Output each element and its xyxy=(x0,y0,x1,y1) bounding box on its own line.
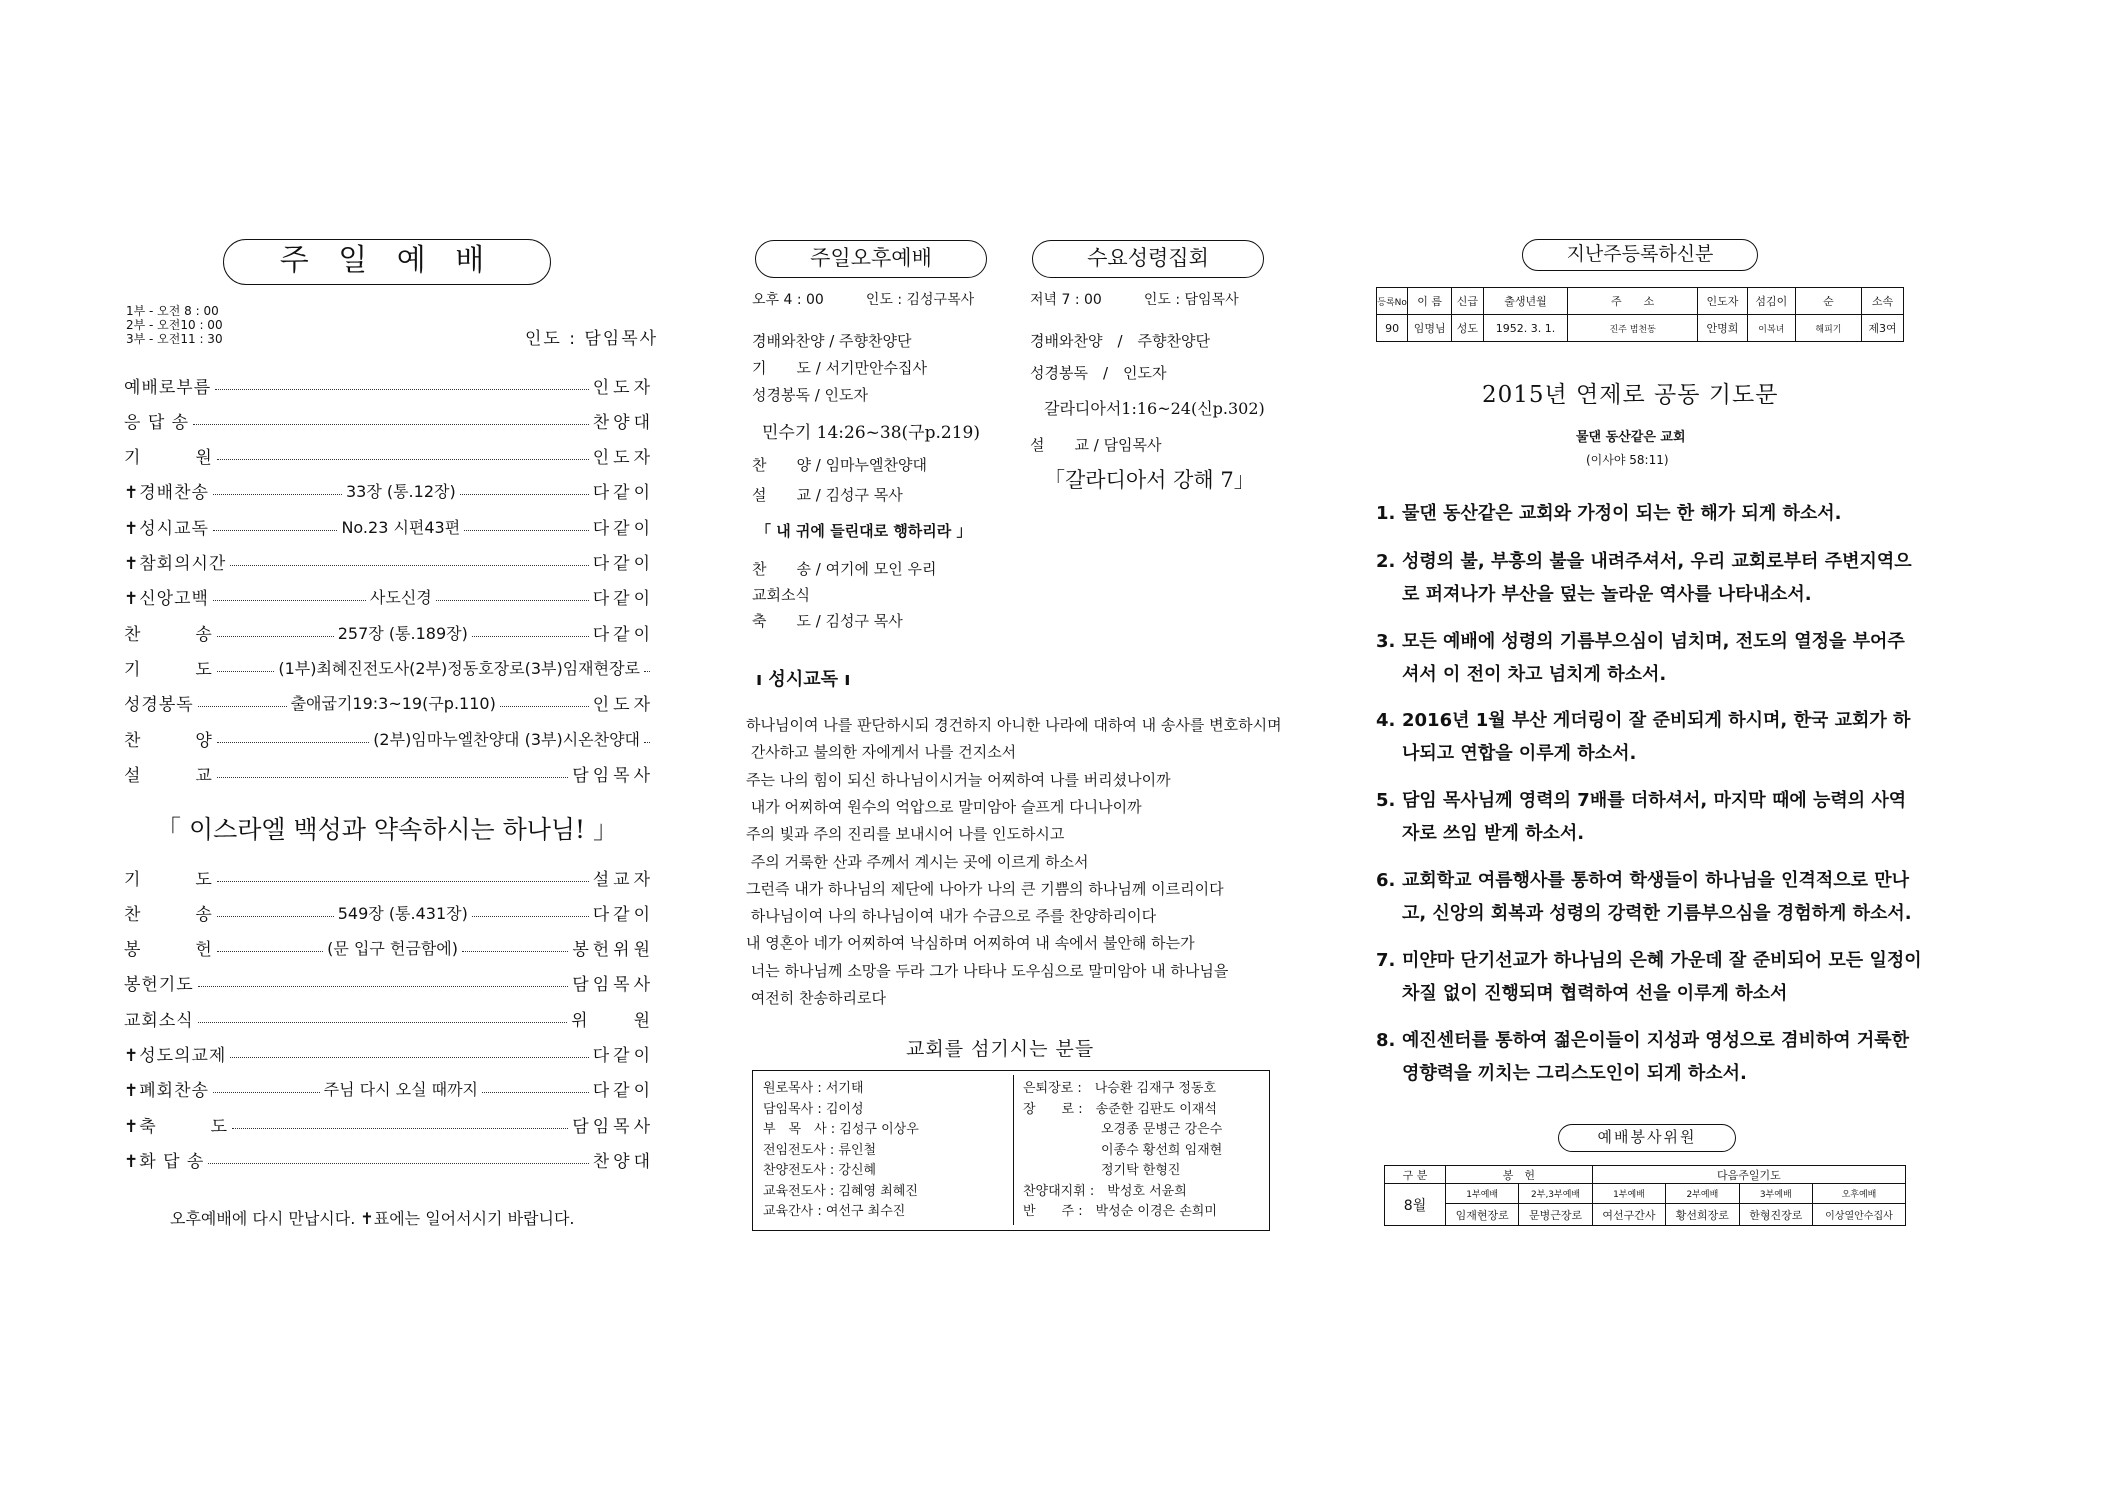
service-leader: 인도 : 담임목사 xyxy=(525,329,659,349)
order-item-leader: 봉헌위원 xyxy=(572,940,655,961)
subheader-cell: 3부예배 xyxy=(1739,1184,1812,1204)
order-item-leader: 다같이 xyxy=(592,1046,654,1066)
staff-divider xyxy=(1013,1075,1014,1225)
leader-dots xyxy=(230,565,588,566)
cell: 제3여 xyxy=(1862,315,1904,342)
order-item-leader: 설교자 xyxy=(592,869,654,890)
order-item-name: 예배로부름 xyxy=(124,377,212,398)
order-item xyxy=(124,899,654,925)
order-item-leader: 다같이 xyxy=(592,589,655,610)
staff-title: 교회를 섬기시는 분들 xyxy=(906,1038,1095,1060)
afternoon-item: 성경봉독 / 인도자 xyxy=(752,386,869,404)
afternoon-scripture: 민수기 14:26~38(구p.219) xyxy=(762,423,980,443)
staff-entry: 담임목사 : 김이성 xyxy=(763,1101,864,1117)
header-cell: 다음주일기도 xyxy=(1592,1166,1905,1184)
psalm-line: 주는 나의 힘이 되신 하나님이시거늘 어찌하여 나를 버리셨나이까 xyxy=(746,770,1171,789)
order-item-leader: 담임목사 xyxy=(572,1116,654,1137)
service-volunteers-table xyxy=(1384,1165,1906,1226)
order-item-name: 찬 송 xyxy=(124,904,213,925)
order-item-name: ✝성시교독 xyxy=(124,518,209,539)
leader-dots xyxy=(213,600,366,601)
service-time-2: 2부 - 오전10 : 00 xyxy=(126,318,223,332)
leader-dots xyxy=(193,424,589,425)
order-item-name: 기 도 xyxy=(124,869,213,890)
prayer-text: 미얀마 단기선교가 하나님의 은혜 가운데 잘 준비되어 모든 일정이 차질 없이 진행되며 협력하여 선을 이루게 하소서 xyxy=(1402,950,1922,1004)
service-volunteers-title: 예배봉사위원 xyxy=(1558,1124,1736,1152)
leader-dots xyxy=(436,600,589,601)
leader-dots xyxy=(198,1022,567,1023)
leader-dots xyxy=(217,881,589,882)
order-item xyxy=(124,1005,654,1031)
order-item-leader: 다같이 xyxy=(592,904,654,925)
order-item-leader: 담임목사 xyxy=(572,765,654,786)
header-cell: 구 분 xyxy=(1385,1166,1446,1184)
wednesday-service-title: 수요성령집회 xyxy=(1032,240,1264,278)
cell: 임명님 xyxy=(1408,315,1452,342)
cell: 한형진장로 xyxy=(1739,1204,1812,1226)
order-item-name: 교회소식 xyxy=(124,1010,194,1031)
wednesday-item: 경배와찬양 / 주향찬양단 xyxy=(1030,332,1210,350)
prayer-number: 1. xyxy=(1376,503,1396,524)
prayer-text: 모든 예배에 성령의 기름부으심이 넘치며, 전도의 열정을 부어주셔서 이 전이 차고 넘치게 하소서. xyxy=(1402,631,1905,685)
leader-dots xyxy=(472,636,589,637)
prayer-number: 4. xyxy=(1376,710,1396,731)
order-item xyxy=(124,1041,654,1067)
cell: 진주 범천동 xyxy=(1568,315,1698,342)
order-item-leader: 인도자 xyxy=(592,377,654,398)
cell: 성도 xyxy=(1452,315,1484,342)
leader-dots xyxy=(232,1128,568,1129)
leader-dots xyxy=(213,1092,320,1093)
prayer-number: 6. xyxy=(1376,870,1396,891)
afternoon-item: 교회소식 xyxy=(752,586,810,604)
prayer-number: 2. xyxy=(1376,551,1396,572)
order-item xyxy=(124,760,654,786)
serve-row xyxy=(1385,1204,1906,1226)
order-item xyxy=(124,443,654,469)
prayer-subtitle: 물댄 동산같은 교회 xyxy=(1576,430,1686,445)
order-item-leader: 인도자 xyxy=(592,448,654,469)
leader-dots xyxy=(464,530,589,531)
staff-entry: 장 로 : 송준한 김판도 이재석 xyxy=(1023,1101,1217,1117)
cell: 황선희장로 xyxy=(1666,1204,1739,1226)
prayer-item xyxy=(1376,1024,1922,1090)
order-of-worship-part2 xyxy=(124,864,654,1204)
cell: 이상열안수집사 xyxy=(1812,1204,1905,1226)
leader-dots xyxy=(217,671,274,672)
staff-box xyxy=(752,1070,1270,1231)
leader-dots xyxy=(230,1057,588,1058)
subheader-cell: 2부,3부예배 xyxy=(1519,1184,1592,1204)
afternoon-item: 설 교 / 김성구 목사 xyxy=(752,486,903,504)
wednesday-item: 설 교 / 담임목사 xyxy=(1030,436,1162,454)
service-times xyxy=(126,304,223,346)
prayer-number: 8. xyxy=(1376,1030,1396,1051)
service-time-3: 3부 - 오전11 : 30 xyxy=(126,332,223,346)
order-item xyxy=(124,478,654,504)
subheader-cell: 1부예배 xyxy=(1446,1184,1519,1204)
leader-dots xyxy=(500,706,589,707)
order-of-worship-part1 xyxy=(124,372,654,792)
sermon-title: 「 이스라엘 백성과 약속하시는 하나님! 」 xyxy=(156,815,619,844)
leader-dots xyxy=(213,530,338,531)
order-item-detail: (1부)최혜진전도사(2부)정동호장로(3부)임재현장로 xyxy=(278,658,640,678)
order-item xyxy=(124,654,654,680)
prayer-text: 2016년 1월 부산 게더링이 잘 준비되게 하시며, 한국 교회가 하나되고 연합을 이루게 하소서. xyxy=(1402,710,1911,764)
order-item-name: 봉 헌 xyxy=(124,940,213,961)
order-item-leader: 찬양대 xyxy=(592,412,654,433)
cell: 90 xyxy=(1377,315,1408,342)
order-item xyxy=(124,935,654,961)
order-item-detail: 주님 다시 오실 때까지 xyxy=(323,1080,479,1100)
psalm-line: 주의 빛과 주의 진리를 보내시어 나를 인도하시고 xyxy=(746,825,1065,844)
order-item-leader: 다같이 xyxy=(592,518,654,539)
prayer-item xyxy=(1376,864,1922,930)
order-item xyxy=(124,372,654,398)
prayer-reference: (이사야 58:11) xyxy=(1586,453,1669,467)
prayer-item xyxy=(1376,497,1922,530)
staff-entry: 교육간사 : 여선구 최수진 xyxy=(763,1204,906,1219)
cell: 여선구간사 xyxy=(1592,1204,1665,1226)
leader-dots xyxy=(217,459,589,460)
psalm-line: 내가 어찌하여 원수의 억압으로 말미암아 슬프게 다니나이까 xyxy=(746,797,1142,816)
leader-dots xyxy=(208,1163,588,1164)
psalm-reading xyxy=(746,714,1306,1014)
order-item-name: ✝성도의교제 xyxy=(124,1046,227,1066)
order-item-name: 찬 송 xyxy=(124,624,213,645)
prayer-item xyxy=(1376,784,1922,850)
afternoon-sermon-title: 「 내 귀에 들린대로 행하리라 」 xyxy=(756,522,972,540)
order-item-detail: 33장 (통.12장) xyxy=(345,482,456,502)
order-item-leader: 찬양대 xyxy=(592,1151,654,1172)
psalm-line: 하나님이여 나를 판단하시되 경건하지 아니한 나라에 대하여 내 송사를 변호하시며 xyxy=(746,716,1282,734)
order-item-name: ✝화 답 송 xyxy=(124,1151,205,1172)
prayer-number: 3. xyxy=(1376,631,1396,652)
order-item xyxy=(124,584,654,610)
leader-dots xyxy=(644,671,650,672)
header-cell: 순 xyxy=(1795,288,1861,315)
leader-dots xyxy=(472,916,589,917)
order-item-name: 기 원 xyxy=(124,448,213,469)
order-item-name: 성경봉독 xyxy=(124,695,194,716)
order-item-name: ✝참회의시간 xyxy=(124,554,227,574)
prayer-text: 교회학교 여름행사를 통하여 학생들이 하나님을 인격적으로 만나고, 신앙의 회복과 성령의 강력한 기름부으심을 경험하게 하소서. xyxy=(1402,870,1912,924)
staff-entry: 은퇴장로 : 나승환 김재구 정동호 xyxy=(1023,1081,1217,1096)
staff-entry: 찬양대지휘 : 박성호 서윤희 xyxy=(1023,1183,1187,1199)
serve-subheader-row xyxy=(1385,1184,1906,1204)
header-cell: 주 소 xyxy=(1568,288,1698,315)
order-item xyxy=(124,549,654,575)
order-item-name: 찬 양 xyxy=(124,730,213,751)
order-item-leader: 인도자 xyxy=(592,695,655,716)
prayer-title: 2015년 연제로 공동 기도문 xyxy=(1482,382,1779,408)
header-cell: 소속 xyxy=(1862,288,1904,315)
leader-dots xyxy=(217,777,568,778)
order-item xyxy=(124,970,654,996)
staff-entry: 오경종 문병근 강은수 xyxy=(1023,1122,1223,1137)
subheader-cell: 2부예배 xyxy=(1666,1184,1739,1204)
new-members-title: 지난주등록하신분 xyxy=(1522,239,1758,271)
staff-entry: 부 목 사 : 김성구 이상우 xyxy=(763,1122,919,1137)
service-footer: 오후예배에 다시 만납시다. ✝표에는 일어서시기 바랍니다. xyxy=(170,1209,575,1228)
header-cell: 이 름 xyxy=(1408,288,1452,315)
order-item xyxy=(124,1111,654,1137)
afternoon-item: 기 도 / 서기만안수집사 xyxy=(752,359,928,377)
new-member-row xyxy=(1377,315,1904,342)
staff-entry: 정기탁 한형진 xyxy=(1023,1163,1181,1178)
order-item-name: 봉헌기도 xyxy=(124,975,194,996)
new-members-header-row xyxy=(1377,288,1904,315)
prayer-text: 물댄 동산같은 교회와 가정이 되는 한 해가 되게 하소서. xyxy=(1402,503,1842,524)
staff-entry: 반 주 : 박성순 이경은 손희미 xyxy=(1023,1204,1217,1219)
order-item-detail: 549장 (통.431장) xyxy=(337,903,468,923)
prayer-text: 예진센터를 통하여 젊은이들이 지성과 영성으로 겸비하여 거룩한 영향력을 끼치는 그리스도인이 되게 하소서. xyxy=(1402,1030,1910,1084)
header-cell: 봉 헌 xyxy=(1446,1166,1593,1184)
wednesday-sermon-title: 「갈라디아서 강해 7」 xyxy=(1044,468,1255,492)
order-item xyxy=(124,864,654,890)
staff-entry: 전임전도사 : 류인철 xyxy=(763,1142,877,1158)
wednesday-item: 성경봉독 / 인도자 xyxy=(1030,364,1167,382)
order-item-detail: 출애굽기19:3~19(구p.110) xyxy=(290,694,496,714)
afternoon-item: 축 도 / 김성구 목사 xyxy=(752,612,903,630)
order-item-leader: 다같이 xyxy=(592,554,654,574)
sunday-service-title: 주 일 예 배 xyxy=(223,239,551,285)
cell: 해피기 xyxy=(1795,315,1861,342)
cell: 문병근장로 xyxy=(1519,1204,1592,1226)
leader-dots xyxy=(460,494,589,495)
prayer-number: 7. xyxy=(1376,950,1396,971)
psalm-line: 그런즉 내가 하나님의 제단에 나아가 나의 큰 기쁨의 하나님께 이르리이다 xyxy=(746,879,1224,898)
order-item-detail: 257장 (통.189장) xyxy=(337,623,468,643)
prayer-item xyxy=(1376,545,1922,611)
prayer-text: 성령의 불, 부흥의 불을 내려주셔서, 우리 교회로부터 주변지역으로 퍼져나가 부산을 덮는 놀라운 역사를 나타내소서. xyxy=(1402,551,1912,605)
order-item-name: ✝경배찬송 xyxy=(124,483,209,504)
prayer-item xyxy=(1376,625,1922,691)
order-item-leader: 다같이 xyxy=(592,1081,654,1102)
psalm-line: 간사하고 불의한 자에게서 나를 건지소서 xyxy=(746,743,1017,762)
cell: 임재현장로 xyxy=(1446,1204,1519,1226)
order-item-detail: (문 입구 헌금함에) xyxy=(327,939,459,959)
order-item xyxy=(124,1146,654,1172)
leader-dots xyxy=(217,916,334,917)
leader-dots xyxy=(644,742,650,743)
leader-dots xyxy=(198,706,287,707)
psalm-line: 너는 하나님께 소망을 두라 그가 나타나 도우심으로 말미암아 내 하나님을 xyxy=(746,961,1229,980)
psalm-line: 여전히 찬송하리로다 xyxy=(746,989,886,1007)
header-cell: 출생년월 xyxy=(1483,288,1568,315)
staff-entry: 찬양전도사 : 강신혜 xyxy=(763,1163,877,1178)
psalm-line: 하나님이여 나의 하나님이여 내가 수금으로 주를 찬양하리이다 xyxy=(746,907,1157,926)
psalm-title: ı 성시교독 ı xyxy=(756,669,851,690)
order-item-leader: 다같이 xyxy=(592,483,654,504)
afternoon-item: 경배와찬양 / 주향찬양단 xyxy=(752,332,912,350)
cell: 이복녀 xyxy=(1747,315,1795,342)
order-item-detail: 사도신경 xyxy=(369,588,432,608)
service-time-1: 1부 - 오전 8 : 00 xyxy=(126,304,219,318)
leader-dots xyxy=(198,986,569,987)
order-item-name: 설 교 xyxy=(124,765,213,786)
new-members-table xyxy=(1376,287,1904,342)
leader-dots xyxy=(217,951,323,952)
order-item-leader: 다같이 xyxy=(592,624,654,645)
order-item xyxy=(124,690,654,716)
order-item-name: ✝축 도 xyxy=(124,1116,229,1137)
order-item xyxy=(124,619,654,645)
header-cell: 신급 xyxy=(1452,288,1484,315)
afternoon-service-title: 주일오후예배 xyxy=(755,240,987,278)
staff-entry: 원로목사 : 서기태 xyxy=(763,1081,864,1096)
order-item xyxy=(124,513,654,539)
subheader-cell: 1부예배 xyxy=(1592,1184,1665,1204)
subheader-cell: 오후예배 xyxy=(1812,1184,1905,1204)
prayer-text: 담임 목사님께 영력의 7배를 더하셔서, 마지막 때에 능력의 사역자로 쓰임 받게 하소서. xyxy=(1402,790,1907,844)
month-cell: 8월 xyxy=(1385,1184,1446,1226)
order-item xyxy=(124,407,654,433)
header-cell: 섬김이 xyxy=(1747,288,1795,315)
order-item-leader: 위 원 xyxy=(571,1010,654,1031)
wednesday-header: 저녁 7 : 00 인도 : 담임목사 xyxy=(1030,292,1239,308)
afternoon-item: 찬 송 / 여기에 모인 우리 xyxy=(752,560,937,578)
cell: 안명희 xyxy=(1697,315,1747,342)
serve-header-row xyxy=(1385,1166,1906,1184)
cell: 1952. 3. 1. xyxy=(1483,315,1568,342)
staff-entry: 이종수 황선희 임재현 xyxy=(1023,1142,1223,1158)
afternoon-item: 찬 양 / 임마누엘찬양대 xyxy=(752,456,928,474)
prayer-item xyxy=(1376,704,1922,770)
order-item xyxy=(124,1076,654,1102)
prayer-number: 5. xyxy=(1376,790,1396,811)
header-cell: 등록No xyxy=(1377,288,1408,315)
order-item-name: 응 답 송 xyxy=(124,412,190,433)
order-item-name: ✝폐회찬송 xyxy=(124,1081,209,1102)
order-item-name: ✝신앙고백 xyxy=(124,589,209,610)
order-item-detail: No.23 시편43편 xyxy=(341,517,461,537)
leader-dots xyxy=(217,742,369,743)
staff-entry: 교육전도사 : 김혜영 최혜진 xyxy=(763,1183,918,1199)
psalm-line: 내 영혼아 네가 어찌하여 낙심하며 어찌하여 내 속에서 불안해 하는가 xyxy=(746,934,1195,953)
wednesday-scripture: 갈라디아서1:16~24(신p.302) xyxy=(1044,399,1265,418)
leader-dots xyxy=(217,636,334,637)
leader-dots xyxy=(482,1092,589,1093)
afternoon-header: 오후 4 : 00 인도 : 김성구목사 xyxy=(752,292,975,308)
prayer-item xyxy=(1376,944,1922,1010)
psalm-line: 주의 거룩한 산과 주께서 계시는 곳에 이르게 하소서 xyxy=(746,852,1089,871)
header-cell: 인도자 xyxy=(1697,288,1747,315)
leader-dots xyxy=(213,494,342,495)
order-item-leader: 담임목사 xyxy=(572,975,654,996)
order-item-detail: (2부)임마누엘찬양대 (3부)시온찬양대 xyxy=(373,729,640,749)
leader-dots xyxy=(462,951,568,952)
order-item-name: 기 도 xyxy=(124,659,213,680)
leader-dots xyxy=(215,389,589,390)
order-item xyxy=(124,725,654,751)
